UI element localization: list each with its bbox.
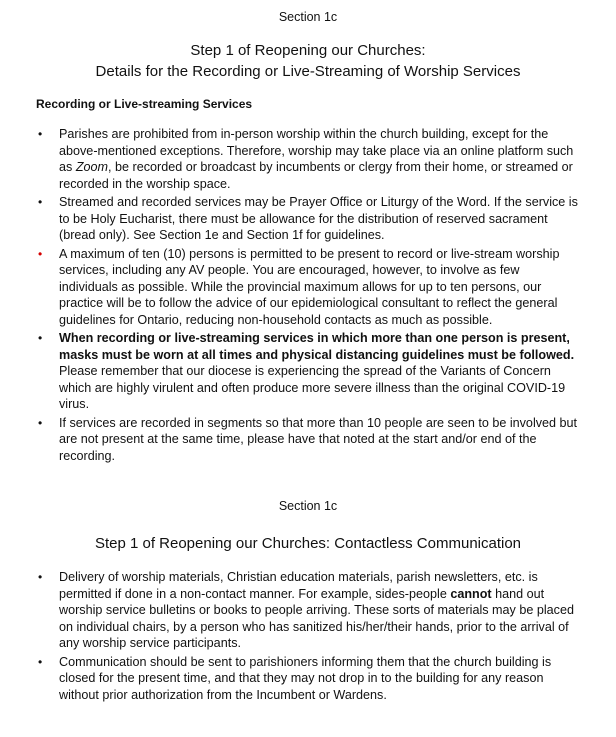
list-item — [0, 330, 616, 413]
bullet-list-communication — [0, 569, 616, 705]
item-text: Please remember that our diocese is experiencing the spread of the Variants of Concern which are highly virulent and often produce more severe illness than the original COVID-19 virus. — [59, 364, 566, 411]
section-label: Section 1c — [278, 10, 338, 24]
item-text: hand out worship service bulletins or books to people arriving. These sorts of materials may be placed on individual chairs, by a person who has sanitized his/her/their hands, prior to the arrival of any worship service participants. — [59, 586, 574, 650]
bullet-icon: • — [38, 331, 43, 345]
item-bold: When recording or live-streaming services in which more than one person is present, masks must be worn at all times and physical distancing guidelines must be followed. — [59, 331, 575, 362]
item-text: A maximum of ten (10) persons is permitted to be present to record or live-stream worship services, including any AV people. You are encouraged, however, to involve as few individuals as possible. While the provincial maximum allows for up to ten persons, our practice will be to follow the advice of our epidemiological consultant to reflect the general guidelines for Ontario, reducing non-household contacts as much as possible. — [59, 246, 560, 327]
section-label: Section 1c — [278, 499, 338, 513]
list-item — [0, 126, 616, 192]
bullet-icon: • — [38, 195, 43, 209]
list-item — [0, 415, 616, 465]
section-title — [0, 40, 616, 82]
red-bullet-icon: • — [38, 246, 43, 261]
title-line-1: Step 1 of Reopening our Churches: — [190, 42, 426, 59]
section-title: Step 1 of Reopening our Churches: Contactless Communication — [94, 535, 522, 552]
list-item — [0, 194, 616, 244]
list-item — [0, 654, 616, 704]
bullet-icon: • — [38, 415, 43, 430]
item-text: Parishes are prohibited from in-person worship within the church building, except for the above-mentioned exceptions. Therefore, worship may take place via an online platform such as — [59, 127, 574, 174]
item-text: If services are recorded in segments so that more than 10 people are seen to be involved but are not present at the same time, please have that noted at the start and/or end of the recording. — [59, 415, 578, 463]
bullet-icon: • — [38, 654, 43, 669]
item-text: , be recorded or broadcast by incumbents or clergy from their home, or streamed or recorded in the worship space. — [59, 160, 573, 191]
list-item — [0, 569, 616, 652]
list-item — [0, 246, 616, 329]
subheading: Recording or Live-streaming Services — [36, 97, 253, 111]
bullet-list-recording — [0, 126, 616, 466]
bullet-icon: • — [38, 570, 43, 584]
bullet-icon: • — [38, 127, 43, 141]
item-text: Delivery of worship materials, Christian education materials, parish newsletters, etc. is permitted if done in a non-contact manner. For example, sides-people — [59, 570, 538, 601]
item-text: Communication should be sent to parishioners informing them that the church building is closed for the present time, and that they may not drop in to the building for any reason without prior authorization from the Incumbent or Wardens. — [59, 654, 552, 702]
title-line-2: Details for the Recording or Live-Streaming of Worship Services — [95, 63, 521, 80]
item-italic: Zoom — [75, 160, 109, 174]
item-text: Streamed and recorded services may be Prayer Office or Liturgy of the Word. If the service is to be Holy Eucharist, there must be allowance for the distribution of reserved sacrament (bread only). See Section 1e and Section 1f for guidelines. — [59, 195, 578, 242]
item-bold: cannot — [450, 586, 492, 601]
